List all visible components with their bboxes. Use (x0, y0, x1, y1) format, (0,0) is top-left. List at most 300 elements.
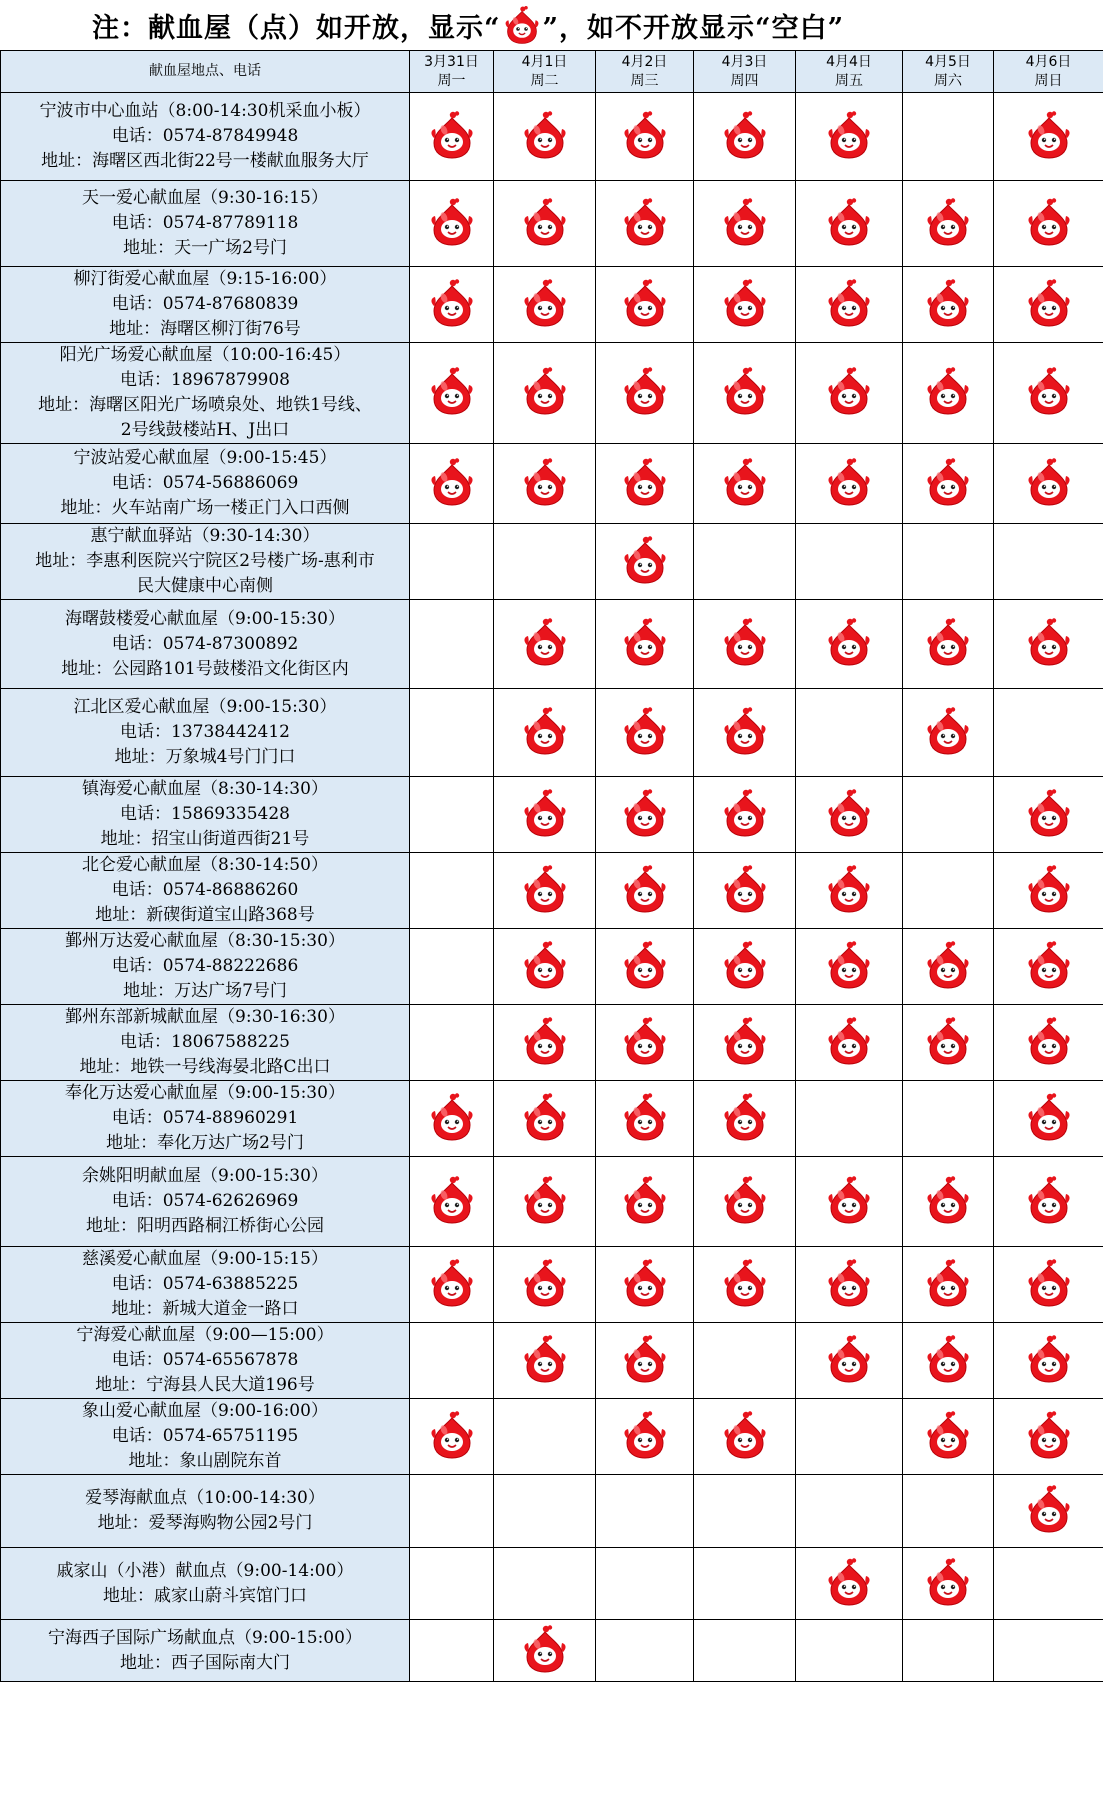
blood-drop-mascot-icon (429, 1092, 475, 1142)
day-cell (410, 1081, 494, 1157)
day-cell (694, 777, 796, 853)
location-line: 地址：火车站南广场一楼正门入口西侧 (60, 498, 350, 518)
day-cell (410, 1323, 494, 1399)
day-cell (596, 93, 694, 181)
blood-drop-mascot-icon (925, 617, 971, 667)
location-cell (1, 93, 410, 181)
table-row (1, 267, 1103, 343)
day-cell (494, 444, 596, 524)
blood-drop-mascot-icon (429, 197, 475, 247)
day-cell (903, 444, 994, 524)
location-line: 地址：海曙区阳光广场喷泉处、地铁1号线、 (38, 395, 372, 415)
location-line: 宁波市中心血站（8:00-14:30机采血小板） (39, 101, 371, 121)
location-line: 阳光广场爱心献血屋（10:00-16:45） (59, 345, 351, 365)
blood-drop-mascot-icon (522, 788, 568, 838)
day-cell (994, 689, 1103, 777)
day-cell (796, 267, 903, 343)
blood-drop-mascot-icon (522, 457, 568, 507)
day-cell (694, 93, 796, 181)
location-line: 电话：18067588225 (120, 1032, 290, 1052)
day-cell (596, 1323, 694, 1399)
day-cell (494, 93, 596, 181)
day-cell (694, 1323, 796, 1399)
day-cell (903, 1005, 994, 1081)
blood-drop-mascot-icon (1026, 1016, 1072, 1066)
day-weekday: 周一 (437, 72, 466, 89)
blood-drop-mascot-icon (826, 864, 872, 914)
day-cell (494, 1399, 596, 1475)
day-cell (596, 1157, 694, 1247)
table-row (1, 777, 1103, 853)
day-cell (596, 444, 694, 524)
day-weekday: 周三 (630, 72, 659, 89)
blood-drop-mascot-icon (622, 535, 668, 585)
blood-drop-mascot-icon (722, 110, 768, 160)
day-cell (494, 1323, 596, 1399)
day-weekday: 周日 (1034, 72, 1063, 89)
day-cell (796, 689, 903, 777)
day-cell (494, 1475, 596, 1548)
blood-drop-mascot-icon (722, 1258, 768, 1308)
day-cell (903, 1081, 994, 1157)
location-line: 电话：0574-62626969 (111, 1191, 299, 1211)
location-line: 慈溪爱心献血屋（9:00-15:15） (82, 1249, 328, 1269)
day-cell (796, 1399, 903, 1475)
day-cell (694, 267, 796, 343)
day-cell (903, 929, 994, 1005)
day-cell (903, 524, 994, 600)
location-line: 地址：西子国际南大门 (120, 1652, 290, 1673)
location-cell (1, 1081, 410, 1157)
blood-drop-mascot-icon (622, 1334, 668, 1384)
blood-drop-mascot-icon (1026, 366, 1072, 416)
day-cell (694, 343, 796, 444)
location-line: 地址：万象城4号门门口 (114, 747, 296, 767)
day-date: 3月31日 (424, 53, 479, 70)
day-cell (694, 1399, 796, 1475)
location-line: 地址：海曙区柳汀街76号 (109, 319, 301, 339)
day-cell (994, 1247, 1103, 1323)
day-cell (494, 777, 596, 853)
table-row (1, 93, 1103, 181)
day-cell (796, 853, 903, 929)
day-cell (596, 1475, 694, 1548)
day-cell (994, 1323, 1103, 1399)
day-cell (494, 1081, 596, 1157)
blood-drop-mascot-icon (722, 788, 768, 838)
day-cell (994, 1399, 1103, 1475)
location-line: 象山爱心献血屋（9:00-16:00） (82, 1401, 328, 1421)
day-weekday: 周五 (835, 72, 863, 89)
blood-drop-mascot-icon (622, 457, 668, 507)
blood-drop-mascot-icon (925, 1410, 971, 1460)
location-line: 电话：0574-87300892 (111, 633, 299, 654)
blood-drop-mascot-icon (1026, 940, 1072, 990)
day-cell (596, 1620, 694, 1682)
day-cell (410, 777, 494, 853)
location-line: 戚家山（小港）献血点（9:00-14:00） (56, 1560, 354, 1581)
blood-drop-mascot-icon (826, 1258, 872, 1308)
day-cell (494, 1005, 596, 1081)
day-cell (410, 93, 494, 181)
day-cell (494, 689, 596, 777)
table-row (1, 1081, 1103, 1157)
day-cell (796, 1548, 903, 1620)
location-cell (1, 1548, 410, 1620)
location-cell (1, 777, 410, 853)
day-cell (410, 1005, 494, 1081)
day-cell (694, 1548, 796, 1620)
day-cell (694, 1081, 796, 1157)
day-cell (410, 1620, 494, 1682)
day-cell (410, 1157, 494, 1247)
location-line: 2号线鼓楼站H、J出口 (120, 420, 290, 440)
day-cell (410, 929, 494, 1005)
day-column-header (694, 51, 796, 93)
day-cell (694, 181, 796, 267)
location-line: 电话：0574-56886069 (111, 473, 299, 493)
day-column-header (796, 51, 903, 93)
location-line: 地址：李惠利医院兴宁院区2号楼广场-惠利市 (35, 551, 375, 571)
location-cell (1, 1399, 410, 1475)
table-row (1, 524, 1103, 600)
day-cell (494, 600, 596, 689)
day-cell (694, 1005, 796, 1081)
location-line: 地址：海曙区西北街22号一楼献血服务大厅 (41, 151, 369, 171)
day-cell (796, 1475, 903, 1548)
blood-drop-mascot-icon (722, 366, 768, 416)
location-line: 柳汀街爱心献血屋（9:15-16:00） (73, 269, 337, 289)
day-cell (994, 93, 1103, 181)
day-cell (903, 600, 994, 689)
blood-drop-mascot-icon (429, 110, 475, 160)
blood-drop-mascot-icon (925, 1557, 971, 1607)
day-cell (494, 1247, 596, 1323)
day-cell (903, 343, 994, 444)
blood-drop-mascot-icon (1026, 1484, 1072, 1534)
day-cell (596, 267, 694, 343)
table-row (1, 343, 1103, 444)
day-cell (903, 1323, 994, 1399)
day-cell (994, 929, 1103, 1005)
day-cell (994, 181, 1103, 267)
day-cell (694, 1620, 796, 1682)
day-date: 4月2日 (621, 53, 668, 70)
table-row (1, 1399, 1103, 1475)
day-cell (694, 853, 796, 929)
day-cell (410, 343, 494, 444)
table-row (1, 444, 1103, 524)
day-cell (410, 524, 494, 600)
blood-drop-mascot-icon (826, 197, 872, 247)
day-cell (994, 1005, 1103, 1081)
location-cell (1, 600, 410, 689)
blood-drop-mascot-icon (722, 940, 768, 990)
day-cell (994, 267, 1103, 343)
table-row (1, 1323, 1103, 1399)
blood-drop-mascot-icon (722, 1092, 768, 1142)
day-cell (796, 1081, 903, 1157)
day-cell (796, 1247, 903, 1323)
day-cell (694, 689, 796, 777)
blood-drop-mascot-icon (1026, 1410, 1072, 1460)
day-cell (796, 600, 903, 689)
location-line: 地址：天一广场2号门 (123, 238, 287, 258)
location-line: 地址：爱琴海购物公园2号门 (97, 1513, 313, 1533)
blood-drop-mascot-icon (1026, 278, 1072, 328)
day-date: 4月5日 (925, 53, 971, 70)
location-line: 电话：0574-88222686 (111, 956, 299, 976)
day-cell (494, 181, 596, 267)
day-cell (494, 267, 596, 343)
location-line: 镇海爱心献血屋（8:30-14:30） (82, 779, 328, 799)
blood-drop-mascot-icon (622, 864, 668, 914)
blood-drop-mascot-icon (1026, 1092, 1072, 1142)
location-line: 电话：0574-65751195 (111, 1426, 299, 1446)
blood-drop-mascot-icon (722, 278, 768, 328)
location-line: 电话：0574-87849948 (111, 126, 299, 146)
day-cell (596, 343, 694, 444)
location-line: 地址：招宝山街道西街21号 (100, 829, 310, 849)
day-cell (596, 181, 694, 267)
day-weekday: 周二 (530, 72, 559, 89)
blood-drop-mascot-icon (1026, 110, 1072, 160)
notice-banner (0, 0, 1103, 50)
location-line: 鄞州万达爱心献血屋（8:30-15:30） (65, 931, 345, 951)
table-row (1, 1620, 1103, 1682)
day-cell (796, 929, 903, 1005)
blood-drop-mascot-icon (622, 366, 668, 416)
location-line: 电话：15869335428 (120, 804, 290, 824)
location-line: 电话：0574-87789118 (111, 213, 299, 233)
day-cell (596, 689, 694, 777)
day-cell (994, 600, 1103, 689)
day-cell (994, 524, 1103, 600)
day-cell (994, 1475, 1103, 1548)
blood-drop-mascot-icon (826, 366, 872, 416)
day-cell (903, 1247, 994, 1323)
day-cell (903, 689, 994, 777)
blood-drop-mascot-icon (622, 1410, 668, 1460)
day-cell (796, 777, 903, 853)
day-cell (410, 689, 494, 777)
day-cell (410, 444, 494, 524)
location-line: 余姚阳明献血屋（9:00-15:30） (82, 1166, 328, 1186)
blood-drop-mascot-icon (522, 1258, 568, 1308)
day-cell (410, 267, 494, 343)
day-cell (903, 777, 994, 853)
day-cell (596, 1548, 694, 1620)
blood-drop-mascot-icon (826, 940, 872, 990)
location-line: 江北区爱心献血屋（9:00-15:30） (73, 697, 337, 717)
blood-drop-mascot-icon (925, 1175, 971, 1225)
day-cell (796, 93, 903, 181)
location-cell (1, 1475, 410, 1548)
blood-drop-mascot-icon (925, 1258, 971, 1308)
day-cell (596, 1005, 694, 1081)
table-row (1, 1475, 1103, 1548)
blood-drop-mascot-icon (925, 278, 971, 328)
location-line: 鄞州东部新城献血屋（9:30-16:30） (65, 1007, 345, 1027)
blood-drop-mascot-icon (522, 110, 568, 160)
location-line: 地址：宁海县人民大道196号 (95, 1375, 315, 1395)
day-cell (596, 1399, 694, 1475)
blood-drop-mascot-icon (622, 1175, 668, 1225)
location-cell (1, 929, 410, 1005)
day-cell (903, 181, 994, 267)
blood-drop-mascot-icon (826, 1016, 872, 1066)
location-line: 电话：0574-63885225 (111, 1274, 299, 1294)
location-line: 北仑爱心献血屋（8:30-14:50） (82, 855, 328, 875)
location-cell (1, 853, 410, 929)
blood-drop-mascot-icon (1026, 864, 1072, 914)
blood-drop-mascot-icon (722, 1175, 768, 1225)
blood-drop-mascot-icon (522, 864, 568, 914)
day-cell (903, 1620, 994, 1682)
location-cell (1, 444, 410, 524)
blood-drop-mascot-icon (826, 788, 872, 838)
day-cell (796, 1323, 903, 1399)
table-row (1, 689, 1103, 777)
day-cell (694, 444, 796, 524)
blood-drop-mascot-icon (522, 366, 568, 416)
location-line: 地址：戚家山蔚斗宾馆门口 (103, 1585, 307, 1606)
blood-drop-mascot-icon (522, 1175, 568, 1225)
blood-drop-mascot-icon (1026, 1175, 1072, 1225)
day-weekday: 周四 (730, 72, 759, 89)
table-row (1, 929, 1103, 1005)
blood-drop-mascot-icon (522, 1092, 568, 1142)
blood-drop-mascot-icon (429, 366, 475, 416)
day-cell (903, 1548, 994, 1620)
day-cell (796, 343, 903, 444)
blood-drop-mascot-icon (622, 940, 668, 990)
day-column-header (596, 51, 694, 93)
location-line: 电话：0574-88960291 (111, 1108, 299, 1128)
notice-suffix: ”，如不开放显示“空白” (542, 12, 845, 44)
day-cell (796, 524, 903, 600)
table-row (1, 1548, 1103, 1620)
blood-drop-mascot-icon (622, 706, 668, 756)
day-cell (903, 1399, 994, 1475)
blood-drop-mascot-icon (925, 366, 971, 416)
day-cell (694, 1475, 796, 1548)
blood-drop-mascot-icon (925, 706, 971, 756)
day-cell (694, 524, 796, 600)
location-line: 天一爱心献血屋（9:30-16:15） (82, 188, 328, 208)
blood-drop-mascot-icon (925, 1334, 971, 1384)
blood-drop-mascot-icon (622, 1092, 668, 1142)
blood-drop-mascot-icon (1026, 617, 1072, 667)
blood-drop-mascot-icon (522, 278, 568, 328)
blood-drop-mascot-icon (722, 617, 768, 667)
blood-drop-mascot-icon (722, 1410, 768, 1460)
location-line: 海曙鼓楼爱心献血屋（9:00-15:30） (65, 608, 345, 629)
day-cell (494, 853, 596, 929)
notice-prefix: 注：献血屋（点）如开放，显示“ (92, 12, 501, 44)
day-cell (596, 524, 694, 600)
blood-drop-mascot-icon (429, 278, 475, 328)
location-cell (1, 1157, 410, 1247)
day-cell (410, 600, 494, 689)
table-body (1, 93, 1103, 1682)
blood-drop-mascot-icon (522, 197, 568, 247)
location-line: 电话：0574-65567878 (111, 1350, 299, 1370)
location-line: 地址：阳明西路桐江桥街心公园 (86, 1216, 324, 1236)
blood-drop-mascot-icon (826, 1175, 872, 1225)
day-cell (903, 93, 994, 181)
blood-drop-mascot-icon (722, 457, 768, 507)
blood-drop-mascot-icon (1026, 788, 1072, 838)
location-line: 宁海爱心献血屋（9:00—15:00） (76, 1325, 334, 1345)
table-row (1, 600, 1103, 689)
blood-drop-mascot-icon (826, 278, 872, 328)
blood-drop-mascot-icon (522, 617, 568, 667)
day-cell (596, 777, 694, 853)
blood-drop-mascot-icon (722, 1016, 768, 1066)
blood-drop-mascot-icon (826, 617, 872, 667)
location-line: 惠宁献血驿站（9:30-14:30） (90, 526, 320, 546)
day-cell (994, 343, 1103, 444)
day-cell (494, 524, 596, 600)
blood-drop-mascot-icon (826, 1334, 872, 1384)
table-row (1, 853, 1103, 929)
day-cell (903, 267, 994, 343)
table-row (1, 181, 1103, 267)
blood-drop-mascot-icon (522, 940, 568, 990)
day-date: 4月1日 (521, 53, 568, 70)
blood-drop-mascot-icon (522, 706, 568, 756)
day-cell (596, 1247, 694, 1323)
blood-drop-mascot-icon (522, 1624, 568, 1674)
blood-drop-mascot-icon (522, 1016, 568, 1066)
day-cell (410, 181, 494, 267)
location-line: 地址：新城大道金一路口 (111, 1299, 299, 1319)
day-cell (410, 1399, 494, 1475)
location-cell (1, 181, 410, 267)
blood-drop-mascot-icon (1026, 1258, 1072, 1308)
blood-drop-mascot-icon (622, 617, 668, 667)
day-cell (994, 444, 1103, 524)
location-line: 电话：0574-87680839 (111, 294, 299, 314)
day-cell (494, 1620, 596, 1682)
location-cell (1, 267, 410, 343)
day-column-header (410, 51, 494, 93)
day-cell (596, 853, 694, 929)
day-cell (596, 929, 694, 1005)
day-cell (410, 1548, 494, 1620)
location-line: 地址：新碶街道宝山路368号 (95, 905, 315, 925)
day-cell (994, 1081, 1103, 1157)
location-column-header: 献血屋地点、电话 (1, 51, 410, 93)
location-cell (1, 1323, 410, 1399)
location-cell (1, 524, 410, 600)
location-cell (1, 1620, 410, 1682)
location-line: 宁波站爱心献血屋（9:00-15:45） (73, 448, 337, 468)
location-line: 民大健康中心南侧 (137, 576, 273, 596)
blood-drop-mascot-icon (429, 457, 475, 507)
day-date: 4月4日 (826, 53, 872, 70)
blood-drop-mascot-icon (622, 1258, 668, 1308)
day-cell (494, 1548, 596, 1620)
day-cell (694, 929, 796, 1005)
blood-drop-mascot-icon (622, 278, 668, 328)
day-cell (596, 600, 694, 689)
table-row (1, 1005, 1103, 1081)
day-cell (903, 1475, 994, 1548)
blood-drop-mascot-icon (622, 788, 668, 838)
schedule-table (0, 50, 1103, 1682)
